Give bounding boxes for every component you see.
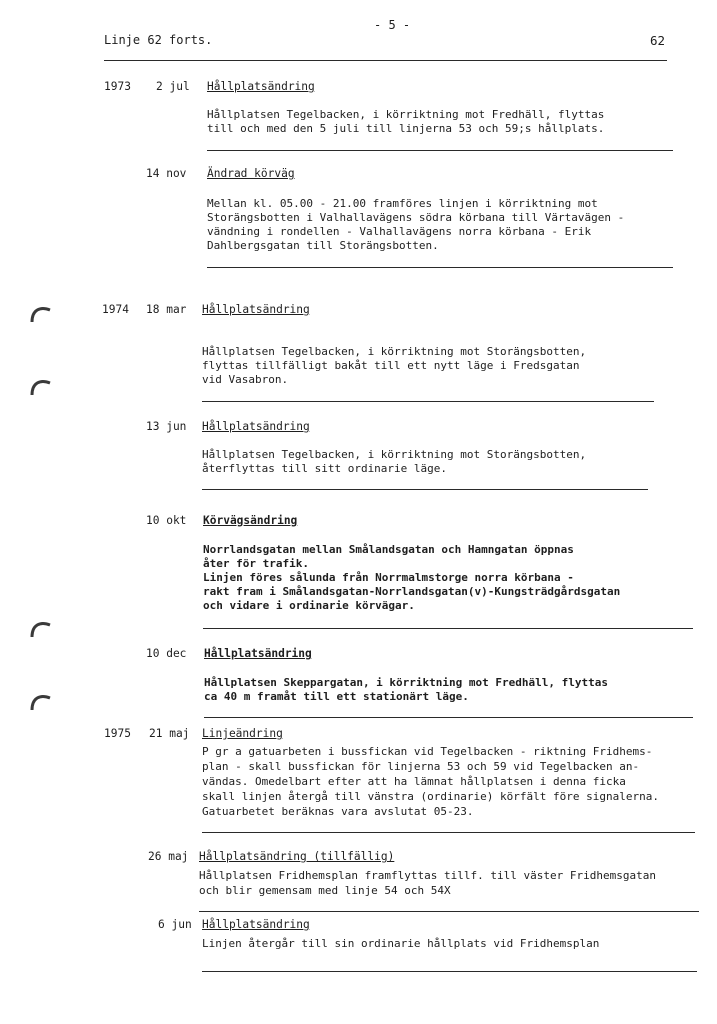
- entry-text-line: Dahlbergsgatan till Storängsbotten.: [207, 239, 439, 252]
- entry-heading: Hållplatsändring: [202, 918, 310, 931]
- header-line-title: Linje 62 forts.: [104, 33, 213, 47]
- entry-rule: [207, 267, 673, 268]
- page-number: - 5 -: [374, 18, 411, 32]
- entry-date: 10 dec: [146, 647, 187, 660]
- entry-date: 26 maj: [148, 850, 189, 863]
- entry-heading: Hållplatsändring: [202, 303, 310, 316]
- punch-hole-4: [28, 690, 52, 714]
- entry-heading: Hållplatsändring: [207, 80, 315, 93]
- entry-text-line: Linjen föres sålunda från Norrmalmstorge norra körbana -: [203, 571, 574, 584]
- entry-rule: [202, 832, 695, 833]
- entry-text-line: Gatuarbetet beräknas vara avslutat 05-23.: [202, 805, 474, 818]
- punch-hole-3: [28, 617, 52, 641]
- entry-heading: Hållplatsändring: [204, 647, 312, 660]
- entry-text-line: och blir gemensam med linje 54 och 54X: [199, 884, 451, 897]
- entry-text-line: Hållplatsen Fridhemsplan framflyttas tillf. till väster Fridhemsgatan: [199, 869, 656, 882]
- entry-date: 6 jun: [158, 918, 192, 931]
- entry-date: 10 okt: [146, 514, 187, 527]
- header-rule: [104, 60, 667, 61]
- entry-date: 13 jun: [146, 420, 187, 433]
- entry-text-line: återflyttas till sitt ordinarie läge.: [202, 462, 448, 475]
- entry-rule: [204, 717, 693, 718]
- entry-text-line: vid Vasabron.: [202, 373, 289, 386]
- entry-rule: [202, 401, 654, 402]
- entry-text-line: Norrlandsgatan mellan Smålandsgatan och Hamngatan öppnas: [203, 543, 574, 556]
- entry-text-line: P gr a gatuarbeten i bussfickan vid Tegelbacken - riktning Fridhems-: [202, 745, 653, 758]
- entry-heading: Ändrad körväg: [207, 167, 295, 180]
- entry-year: 1975: [104, 727, 131, 740]
- entry-rule: [207, 150, 673, 151]
- entry-heading: Körvägsändring: [203, 514, 298, 527]
- entry-text-line: plan - skall bussfickan för linjerna 53 och 59 vid Tegelbacken an-: [202, 760, 640, 773]
- entry-text-line: Hållplatsen Tegelbacken, i körriktning mot Storängsbotten,: [202, 448, 587, 461]
- entry-rule: [203, 628, 693, 629]
- entry-text-line: skall linjen återgå till vänstra (ordinarie) körfält före signalerna.: [202, 790, 659, 803]
- entry-rule: [199, 911, 699, 912]
- entry-text-line: Storängsbotten i Valhallavägens södra körbana till Värtavägen -: [207, 211, 625, 224]
- entry-year: 1974: [102, 303, 129, 316]
- entry-text-line: ca 40 m framåt till ett stationärt läge.: [204, 690, 469, 703]
- entry-text-line: Hållplatsen Skeppargatan, i körriktning mot Fredhäll, flyttas: [204, 676, 608, 689]
- entry-date: 14 nov: [146, 167, 187, 180]
- entry-heading: Hållplatsändring: [202, 420, 310, 433]
- entry-date: 18 mar: [146, 303, 187, 316]
- punch-hole-2: [28, 375, 52, 399]
- entry-date: 2 jul: [156, 80, 190, 93]
- entry-rule: [202, 489, 648, 490]
- entry-text-line: Hållplatsen Tegelbacken, i körriktning mot Fredhäll, flyttas: [207, 108, 605, 121]
- entry-heading: Linjeändring: [202, 727, 283, 740]
- entry-text-line: rakt fram i Smålandsgatan-Norrlandsgatan(v)-Kungsträdgårdsgatan: [203, 585, 621, 598]
- entry-text-line: och vidare i ordinarie körvägar.: [203, 599, 415, 612]
- entry-text-line: Linjen återgår till sin ordinarie hållplats vid Fridhemsplan: [202, 937, 600, 950]
- entry-text-line: Mellan kl. 05.00 - 21.00 framföres linjen i körriktning mot: [207, 197, 598, 210]
- entry-text-line: Hållplatsen Tegelbacken, i körriktning mot Storängsbotten,: [202, 345, 587, 358]
- entry-heading: Hållplatsändring (tillfällig): [199, 850, 395, 863]
- entry-text-line: åter för trafik.: [203, 557, 309, 570]
- header-line-number: 62: [650, 33, 666, 48]
- entry-text-line: vändas. Omedelbart efter att ha lämnat hållplatsen i denna ficka: [202, 775, 626, 788]
- entry-text-line: flyttas tillfälligt bakåt till ett nytt läge i Fredsgatan: [202, 359, 580, 372]
- entry-text-line: vändning i rondellen - Valhallavägens norra körbana - Erik: [207, 225, 592, 238]
- entry-date: 21 maj: [149, 727, 190, 740]
- entry-text-line: till och med den 5 juli till linjerna 53 och 59;s hållplats.: [207, 122, 605, 135]
- entry-year: 1973: [104, 80, 131, 93]
- entry-rule: [202, 971, 697, 972]
- punch-hole-1: [28, 302, 52, 326]
